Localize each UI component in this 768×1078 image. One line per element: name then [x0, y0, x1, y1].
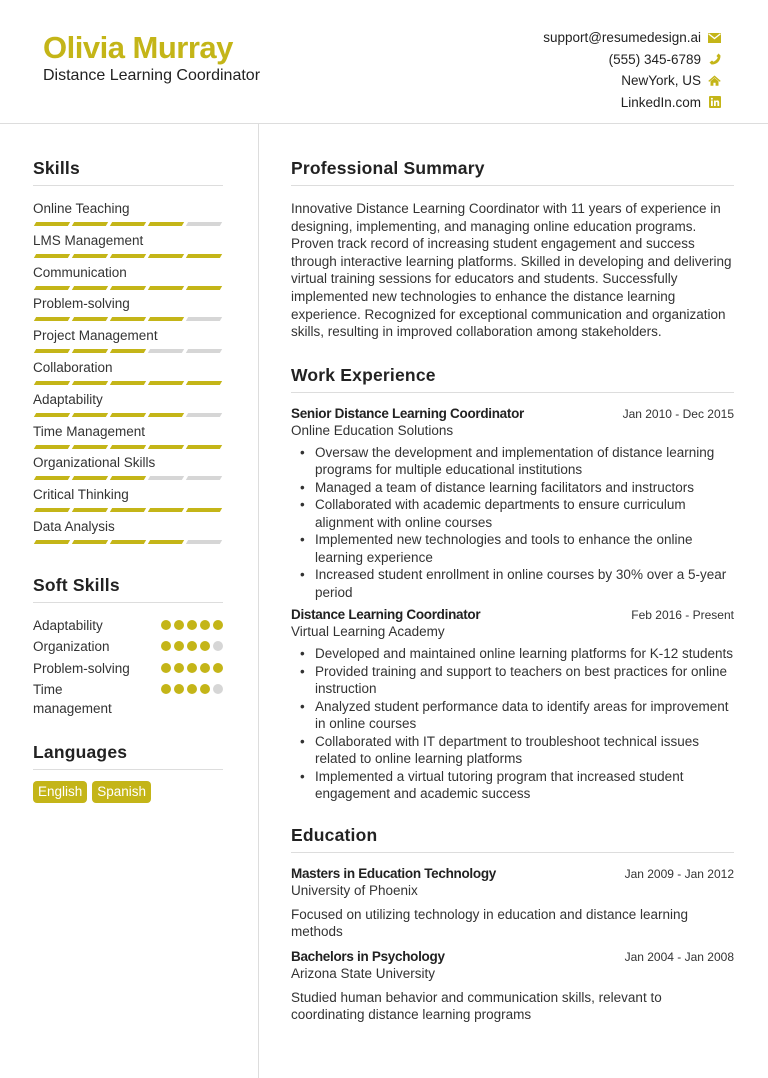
- soft-skill-item: [33, 659, 223, 681]
- job-bullet: • Oversaw the development and implementation of distance learning programs for multiple educational institutions: [315, 444, 734, 479]
- jobs-list: [291, 406, 734, 803]
- education-date: Jan 2009 - Jan 2012: [624, 866, 734, 881]
- skill-segment-empty: [148, 349, 184, 353]
- soft-skill-label: Problem-solving: [33, 660, 130, 676]
- rating-dot-filled: [187, 620, 197, 630]
- skill-level-bar: [33, 349, 223, 353]
- skill-label: Adaptability: [33, 391, 103, 407]
- rating-dot-filled: [213, 663, 223, 673]
- job-bullets: [291, 645, 734, 803]
- skill-segment-empty: [186, 317, 222, 321]
- contact-list: [543, 27, 721, 113]
- skill-item: [33, 328, 223, 360]
- skill-segment-filled: [110, 317, 146, 321]
- skill-label: Critical Thinking: [33, 487, 129, 503]
- skill-segment-filled: [186, 445, 222, 449]
- soft-skill-item: [33, 680, 223, 718]
- resume-header: [0, 0, 768, 124]
- job-bullet: • Collaborated with IT department to troubleshoot technical issues related to online learning platforms: [315, 733, 734, 768]
- skill-segment-filled: [72, 222, 108, 226]
- skills-list: [33, 201, 223, 551]
- soft-skills-heading: Soft Skills: [33, 575, 223, 603]
- job-date: Feb 2016 - Present: [631, 608, 734, 623]
- soft-skill-item: [33, 637, 223, 659]
- work-heading: Work Experience: [291, 365, 734, 393]
- rating-dot-filled: [187, 641, 197, 651]
- skill-level-bar: [33, 286, 223, 290]
- skill-segment-filled: [148, 254, 184, 258]
- skill-segment-filled: [186, 286, 222, 290]
- skill-segment-filled: [148, 445, 184, 449]
- skill-segment-filled: [110, 222, 146, 226]
- skill-label: Data Analysis: [33, 518, 115, 534]
- languages-heading: Languages: [33, 742, 223, 770]
- job-bullet: • Increased student enrollment in online courses by 30% over a 5-year period: [315, 566, 734, 601]
- soft-skill-rating: [161, 616, 223, 630]
- skill-segment-filled: [34, 413, 70, 417]
- job-entry: [291, 406, 734, 602]
- skill-level-bar: [33, 222, 223, 226]
- rating-dot-filled: [174, 641, 184, 651]
- job-header: [291, 607, 734, 622]
- education-entry: [291, 949, 734, 1024]
- column-divider: [258, 124, 259, 1078]
- skill-segment-filled: [34, 508, 70, 512]
- contact-phone-text: (555) 345-6789: [608, 51, 701, 67]
- soft-skill-rating: [161, 680, 223, 694]
- job-bullets: [291, 444, 734, 602]
- skill-item: [33, 519, 223, 551]
- education-list: [291, 866, 734, 1024]
- language-badge: English: [33, 781, 87, 803]
- skills-heading: Skills: [33, 158, 223, 186]
- rating-dot-filled: [200, 641, 210, 651]
- skill-segment-filled: [186, 254, 222, 258]
- skill-segment-filled: [148, 317, 184, 321]
- contact-email[interactable]: [543, 27, 721, 49]
- skill-segment-filled: [34, 254, 70, 258]
- soft-skill-item: [33, 616, 223, 638]
- skill-item: [33, 360, 223, 392]
- soft-skill-label: Time management: [33, 682, 112, 717]
- rating-dot-empty: [213, 641, 223, 651]
- skill-item: [33, 424, 223, 456]
- job-header: [291, 406, 734, 421]
- contact-location-text: NewYork, US: [621, 73, 701, 89]
- rating-dot-filled: [161, 663, 171, 673]
- skill-label: Project Management: [33, 328, 158, 344]
- skill-segment-filled: [110, 476, 146, 480]
- job-company: Online Education Solutions: [291, 422, 454, 438]
- soft-skill-rating: [161, 659, 223, 673]
- degree-title: Bachelors in Psychology: [291, 948, 445, 964]
- rating-dot-filled: [174, 684, 184, 694]
- education-header: [291, 949, 734, 964]
- education-heading: Education: [291, 825, 734, 853]
- rating-dot-filled: [174, 620, 184, 630]
- skill-label: Time Management: [33, 423, 146, 439]
- skill-label: Problem-solving: [33, 296, 130, 312]
- sidebar: [33, 158, 223, 803]
- skill-segment-filled: [186, 381, 222, 385]
- skill-segment-filled: [110, 381, 146, 385]
- soft-skill-label: Organization: [33, 639, 110, 655]
- skill-item: [33, 201, 223, 233]
- contact-email-text: support@resumedesign.ai: [543, 30, 701, 46]
- skill-segment-filled: [110, 445, 146, 449]
- education-description: Studied human behavior and communication skills, relevant to coordinating distance learning programs: [291, 989, 662, 1023]
- skill-segment-filled: [72, 286, 108, 290]
- rating-dot-filled: [187, 663, 197, 673]
- skill-segment-filled: [110, 286, 146, 290]
- soft-skill-label: Adaptability: [33, 617, 103, 633]
- soft-skill-rating: [161, 637, 223, 651]
- skill-label: Communication: [33, 264, 127, 280]
- skill-label: Online Teaching: [33, 201, 130, 216]
- education-date: Jan 2004 - Jan 2008: [624, 949, 734, 964]
- degree-title: Masters in Education Technology: [291, 865, 496, 881]
- soft-skills-list: [33, 616, 223, 719]
- home-icon: [708, 74, 721, 87]
- skill-item: [33, 296, 223, 328]
- skill-item: [33, 455, 223, 487]
- job-bullet: • Managed a team of distance learning facilitators and instructors: [315, 479, 734, 497]
- education-entry: [291, 866, 734, 941]
- summary-text: Innovative Distance Learning Coordinator with 11 years of experience in designing, implementing, and managing online education programs. Proven track record of increasing student engagement and success through interactive learning platforms. Skilled in developing and delivering virtual training sessions for educators and students. Successfully implemented new technologies to enhance the distance learning experience. Recognized for exceptional communication and organization skills, resulting in improved collaboration among stakeholders.: [291, 201, 732, 340]
- skill-segment-filled: [72, 381, 108, 385]
- rating-dot-empty: [213, 684, 223, 694]
- job-bullet: • Implemented a virtual tutoring program that increased student engagement and academic success: [315, 768, 734, 803]
- skill-segment-empty: [186, 349, 222, 353]
- job-title: Distance Learning Coordinator: [291, 607, 481, 623]
- skill-item: [33, 265, 223, 297]
- contact-location: [543, 70, 721, 92]
- skill-segment-empty: [186, 413, 222, 417]
- rating-dot-filled: [213, 620, 223, 630]
- rating-dot-filled: [200, 684, 210, 694]
- rating-dot-filled: [200, 663, 210, 673]
- skill-segment-filled: [186, 508, 222, 512]
- skill-level-bar: [33, 445, 223, 449]
- skill-segment-empty: [186, 540, 222, 544]
- rating-dot-filled: [174, 663, 184, 673]
- skill-segment-filled: [34, 476, 70, 480]
- rating-dot-filled: [200, 620, 210, 630]
- skill-item: [33, 392, 223, 424]
- skill-segment-filled: [72, 508, 108, 512]
- skill-segment-empty: [186, 476, 222, 480]
- skill-level-bar: [33, 413, 223, 417]
- skill-segment-filled: [148, 222, 184, 226]
- education-description: Focused on utilizing technology in education and distance learning methods: [291, 906, 689, 940]
- skill-segment-empty: [148, 476, 184, 480]
- skill-item: [33, 487, 223, 519]
- job-bullet: • Collaborated with academic departments to ensure curriculum alignment with online courses: [315, 496, 734, 531]
- skill-segment-filled: [110, 349, 146, 353]
- rating-dot-filled: [161, 684, 171, 694]
- job-date: Jan 2010 - Dec 2015: [622, 406, 734, 421]
- skill-segment-empty: [186, 222, 222, 226]
- rating-dot-filled: [161, 620, 171, 630]
- job-entry: [291, 607, 734, 803]
- skill-level-bar: [33, 508, 223, 512]
- skill-level-bar: [33, 254, 223, 258]
- linkedin-icon: [708, 96, 721, 109]
- candidate-name: Olivia Murray: [43, 30, 233, 65]
- job-bullet: • Developed and maintained online learning platforms for K-12 students: [315, 645, 734, 663]
- skill-segment-filled: [72, 349, 108, 353]
- skill-label: Collaboration: [33, 359, 113, 375]
- rating-dot-filled: [187, 684, 197, 694]
- skill-level-bar: [33, 540, 223, 544]
- skill-segment-filled: [34, 349, 70, 353]
- skill-segment-filled: [72, 254, 108, 258]
- contact-linkedin-text: LinkedIn.com: [620, 94, 701, 110]
- skill-segment-filled: [34, 222, 70, 226]
- phone-icon: [708, 53, 721, 66]
- skill-segment-filled: [148, 540, 184, 544]
- skill-segment-filled: [34, 445, 70, 449]
- candidate-title: Distance Learning Coordinator: [43, 67, 261, 84]
- skill-level-bar: [33, 476, 223, 480]
- education-header: [291, 866, 734, 881]
- job-bullet: • Analyzed student performance data to identify areas for improvement in online courses: [315, 698, 734, 733]
- job-bullet: • Provided training and support to teachers on best practices for online instruction: [315, 663, 734, 698]
- languages-list: [33, 781, 223, 803]
- skill-segment-filled: [148, 286, 184, 290]
- language-badge: Spanish: [92, 781, 151, 803]
- rating-dot-filled: [161, 641, 171, 651]
- skill-segment-filled: [148, 381, 184, 385]
- skill-segment-filled: [34, 381, 70, 385]
- skill-level-bar: [33, 381, 223, 385]
- skill-segment-filled: [110, 254, 146, 258]
- school-name: Arizona State University: [291, 965, 436, 981]
- summary-heading: Professional Summary: [291, 158, 734, 186]
- skill-segment-filled: [34, 286, 70, 290]
- main-content: [291, 158, 734, 1024]
- skill-level-bar: [33, 317, 223, 321]
- contact-phone[interactable]: [543, 49, 721, 71]
- envelope-icon: [708, 31, 721, 44]
- school-name: University of Phoenix: [291, 882, 418, 898]
- skill-segment-filled: [34, 317, 70, 321]
- skill-item: [33, 233, 223, 265]
- skill-segment-filled: [110, 413, 146, 417]
- skill-segment-filled: [72, 540, 108, 544]
- skill-segment-filled: [110, 540, 146, 544]
- skill-segment-filled: [148, 413, 184, 417]
- skill-segment-filled: [72, 445, 108, 449]
- skill-segment-filled: [148, 508, 184, 512]
- skill-label: LMS Management: [33, 232, 144, 248]
- skill-segment-filled: [72, 476, 108, 480]
- contact-linkedin[interactable]: [543, 92, 721, 114]
- job-bullet: • Implemented new technologies and tools to enhance the online learning experience: [315, 531, 734, 566]
- skill-label: Organizational Skills: [33, 455, 156, 471]
- job-company: Virtual Learning Academy: [291, 624, 445, 640]
- job-title: Senior Distance Learning Coordinator: [291, 405, 524, 421]
- skill-segment-filled: [72, 317, 108, 321]
- skill-segment-filled: [110, 508, 146, 512]
- skill-segment-filled: [34, 540, 70, 544]
- skill-segment-filled: [72, 413, 108, 417]
